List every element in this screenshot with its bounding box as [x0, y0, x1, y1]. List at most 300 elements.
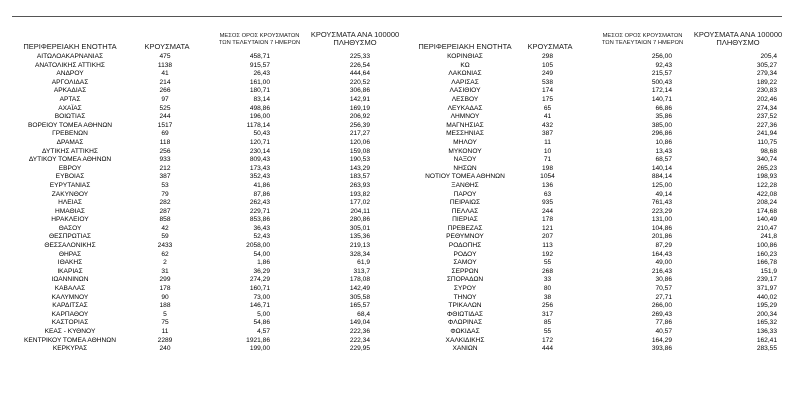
avg-cell: 66,86	[655, 104, 672, 112]
region-cell: ΜΥΚΟΝΟΥ	[448, 147, 482, 155]
table-row	[400, 53, 800, 62]
table-row	[0, 62, 400, 71]
avg-cell: 196,00	[249, 113, 270, 121]
table-row	[0, 139, 400, 148]
table-row	[0, 208, 400, 217]
avg-cell: 164,29	[651, 336, 672, 344]
cases-cell: 33	[543, 276, 552, 284]
table-row	[400, 165, 800, 174]
region-cell: ΧΑΛΚΙΔΙΚΗΣ	[445, 336, 485, 344]
rate-cell: 68,4	[357, 310, 370, 318]
region-cell: ΦΩΚΙΔΑΣ	[450, 328, 480, 335]
avg-cell: 2058,00	[246, 242, 270, 250]
rate-cell: 165,57	[349, 302, 370, 310]
region-cell: ΚΑΡΠΑΘΟΥ	[51, 310, 89, 318]
avg-cell: 230,14	[249, 147, 270, 155]
avg-cell: 1921,86	[246, 336, 270, 344]
region-cell: ΙΩΑΝΝΙΝΩΝ	[51, 276, 89, 284]
region-cell: ΠΡΕΒΕΖΑΣ	[447, 224, 483, 232]
header-rate-line2: ΠΛΗΘΥΣΜΟ	[333, 38, 377, 47]
right-table	[400, 53, 800, 354]
region-cell: ΜΑΓΝΗΣΙΑΣ	[446, 121, 484, 129]
cases-cell: 85	[543, 319, 552, 327]
cases-cell: 42	[161, 224, 169, 232]
cases-cell: 266	[159, 87, 171, 95]
table-row	[400, 173, 800, 182]
cases-cell: 475	[159, 53, 171, 60]
region-cell: ΚΕΡΚΥΡΑΣ	[52, 345, 88, 353]
avg-cell: 223,29	[651, 207, 672, 215]
table-row	[0, 311, 400, 320]
table-row	[400, 122, 800, 131]
table-row	[400, 225, 800, 234]
table-row	[0, 156, 400, 165]
rate-cell: 217,27	[349, 130, 370, 138]
avg-cell: 160,71	[249, 285, 270, 293]
header-avg-line2: ΤΩΝ ΤΕΛΕΥΤΑΙΩΝ 7 ΗΜΕΡΩΝ	[601, 40, 684, 46]
cases-cell: 287	[159, 207, 171, 215]
region-cell: ΦΛΩΡΙΝΑΣ	[447, 319, 483, 327]
avg-cell: 180,71	[249, 87, 270, 95]
cases-cell: 97	[161, 95, 169, 103]
region-cell: ΒΟΡΕΙΟΥ ΤΟΜΕΑ ΑΘΗΝΩΝ	[27, 121, 113, 129]
region-cell: ΤΡΙΚΑΛΩΝ	[448, 302, 482, 310]
rate-cell: 166,78	[756, 259, 777, 267]
rate-cell: 189,22	[756, 78, 777, 86]
rate-cell: 305,27	[756, 61, 777, 69]
rate-cell: 305,01	[349, 224, 370, 232]
avg-cell: 1,86	[257, 259, 270, 267]
region-cell: ΚΑΒΑΛΑΣ	[54, 285, 86, 293]
rate-cell: 222,34	[349, 336, 370, 344]
table-row	[400, 191, 800, 200]
avg-cell: 49,14	[655, 190, 672, 198]
region-cell: ΝΗΣΩΝ	[453, 164, 477, 172]
cases-cell: 525	[159, 104, 171, 112]
rate-cell: 226,54	[349, 61, 370, 69]
region-cell: ΣΑΜΟΥ	[453, 259, 477, 267]
cases-cell: 2433	[157, 242, 173, 250]
table-row	[400, 268, 800, 277]
region-cell: ΣΥΡΟΥ	[453, 285, 477, 293]
rate-cell: 193,82	[349, 190, 370, 198]
region-cell: ΔΥΤΙΚΟΥ ΤΟΜΕΑ ΑΘΗΝΩΝ	[28, 156, 112, 164]
region-cell: ΕΥΒΟΙΑΣ	[55, 173, 85, 181]
rate-cell: 283,55	[756, 345, 777, 353]
table-row	[0, 79, 400, 88]
region-cell: ΙΚΑΡΙΑΣ	[57, 267, 83, 275]
avg-cell: 41,86	[253, 181, 270, 189]
cases-cell: 1054	[540, 173, 555, 181]
avg-cell: 215,57	[651, 70, 672, 78]
cases-cell: 1138	[157, 61, 173, 69]
avg-cell: 36,29	[253, 267, 270, 275]
cases-cell: 207	[541, 233, 553, 241]
table-row	[400, 311, 800, 320]
rate-cell: 160,23	[756, 250, 777, 258]
rate-cell: 265,23	[756, 164, 777, 172]
cases-cell: 10	[543, 147, 552, 155]
cases-cell: 178	[541, 216, 553, 224]
table-row	[400, 62, 800, 71]
cases-cell: 11	[544, 138, 551, 146]
cases-cell: 387	[159, 173, 171, 181]
table-row	[0, 294, 400, 303]
cases-cell: 175	[541, 95, 553, 103]
region-cell: ΘΕΣΣΑΛΟΝΙΚΗΣ	[44, 242, 96, 250]
rate-cell: 177,02	[349, 199, 370, 207]
region-cell: ΠΑΡΟΥ	[453, 190, 477, 198]
cases-cell: 2	[163, 259, 167, 267]
table-row	[0, 122, 400, 131]
table-row	[400, 182, 800, 191]
cases-cell: 113	[542, 242, 553, 250]
rate-cell: 190,53	[349, 156, 370, 164]
rate-cell: 162,41	[756, 336, 777, 344]
region-cell: ΣΕΡΡΩΝ	[451, 267, 479, 275]
region-cell: ΕΥΡΥΤΑΝΙΑΣ	[49, 181, 91, 189]
cases-cell: 282	[159, 199, 171, 207]
table-row	[400, 285, 800, 294]
table-row	[400, 319, 800, 328]
rate-cell: 169,19	[349, 104, 370, 112]
avg-cell: 120,71	[249, 138, 270, 146]
avg-cell: 5,00	[257, 310, 270, 318]
table-row	[400, 242, 800, 251]
rate-cell: 219,13	[349, 242, 370, 250]
avg-cell: 393,86	[651, 345, 672, 353]
rate-cell: 149,04	[349, 319, 370, 327]
avg-cell: 52,43	[253, 233, 270, 241]
cases-cell: 75	[161, 319, 169, 327]
cases-cell: 244	[541, 207, 553, 215]
cases-cell: 268	[541, 267, 553, 275]
rate-cell: 440,02	[756, 293, 777, 301]
cases-cell: 1517	[157, 121, 173, 129]
cases-cell: 256	[541, 302, 553, 310]
cases-cell: 59	[161, 233, 169, 241]
table-row	[400, 337, 800, 346]
region-cell: ΘΑΣΟΥ	[58, 224, 82, 232]
rate-cell: 195,29	[756, 302, 777, 310]
table-row	[400, 259, 800, 268]
table-row	[400, 113, 800, 122]
avg-cell: 87,29	[655, 242, 672, 250]
cases-cell: 63	[543, 190, 552, 198]
cases-cell: 192	[541, 250, 553, 258]
header-avg-right	[595, 33, 690, 47]
avg-cell: 26,43	[253, 70, 270, 78]
table-row	[0, 182, 400, 191]
table-row	[0, 70, 400, 79]
table-row	[400, 105, 800, 114]
rate-cell: 142,91	[349, 95, 370, 103]
rate-cell: 140,49	[756, 216, 777, 224]
avg-cell: 274,29	[249, 276, 270, 284]
avg-cell: 104,86	[651, 224, 672, 232]
avg-cell: 458,71	[249, 53, 270, 60]
region-cell: ΡΟΔΟΥ	[453, 250, 477, 258]
header-rate-right	[688, 31, 788, 47]
region-cell: ΑΡΓΟΛΙΔΑΣ	[51, 78, 89, 86]
cases-cell: 935	[541, 199, 553, 207]
header-region-right: ΠΕΡΙΦΕΡΕΙΑΚΗ ΕΝΟΤΗΤΑ	[418, 42, 512, 51]
region-cell: ΚΑΛΥΜΝΟΥ	[51, 293, 89, 301]
table-row	[400, 70, 800, 79]
rate-cell: 241,8	[760, 233, 777, 241]
region-cell: ΜΕΣΣΗΝΙΑΣ	[446, 130, 484, 138]
region-cell: ΡΕΘΥΜΝΟΥ	[446, 233, 484, 241]
avg-cell: 256,00	[651, 53, 672, 60]
table-row	[400, 328, 800, 337]
region-cell: ΑΡΤΑΣ	[59, 95, 81, 103]
avg-cell: 173,43	[249, 164, 270, 172]
table-row	[400, 208, 800, 217]
rate-cell: 98,68	[760, 147, 777, 155]
rate-cell: 204,11	[350, 207, 370, 215]
avg-cell: 884,14	[651, 173, 672, 181]
table-row	[0, 96, 400, 105]
avg-cell: 296,86	[651, 130, 672, 138]
table-row	[400, 139, 800, 148]
avg-cell: 172,14	[651, 87, 672, 95]
avg-cell: 68,57	[655, 156, 672, 164]
rate-cell: 239,17	[756, 276, 777, 284]
table-row	[0, 173, 400, 182]
region-cell: ΑΝΔΡΟΥ	[56, 70, 84, 78]
rate-cell: 230,83	[756, 87, 777, 95]
table-row	[400, 199, 800, 208]
region-cell: ΖΑΚΥΝΘΟΥ	[51, 190, 89, 198]
rate-cell: 208,24	[756, 199, 777, 207]
cases-cell: 79	[161, 190, 169, 198]
avg-cell: 140,71	[651, 95, 672, 103]
rate-cell: 61,9	[357, 259, 370, 267]
region-cell: ΛΕΥΚΑΔΑΣ	[447, 104, 483, 112]
table-row	[0, 165, 400, 174]
cases-cell: 80	[543, 285, 552, 293]
avg-cell: 30,86	[655, 276, 672, 284]
region-cell: ΑΙΤΩΛΟΑΚΑΡΝΑΝΙΑΣ	[36, 53, 104, 60]
avg-cell: 809,43	[249, 156, 270, 164]
cases-cell: 31	[161, 267, 169, 275]
rate-cell: 222,36	[349, 328, 370, 335]
avg-cell: 35,86	[655, 113, 672, 121]
header-rate-line2: ΠΛΗΘΥΣΜΟ	[716, 38, 760, 47]
cases-cell: 214	[159, 78, 171, 86]
region-cell: ΑΧΑΪΑΣ	[58, 104, 82, 112]
region-cell: ΛΕΣΒΟΥ	[451, 95, 479, 103]
table-row	[0, 337, 400, 346]
cases-cell: 249	[541, 70, 553, 78]
table-row	[0, 319, 400, 328]
cases-cell: 121	[541, 224, 553, 232]
rate-cell: 159,08	[349, 147, 370, 155]
cases-cell: 298	[541, 53, 553, 60]
avg-cell: 761,43	[651, 199, 672, 207]
region-cell: ΙΘΑΚΗΣ	[57, 259, 83, 267]
region-cell: ΗΡΑΚΛΕΙΟΥ	[51, 216, 89, 224]
avg-cell: 1178,14	[246, 121, 270, 129]
region-cell: ΝΑΞΟΥ	[453, 156, 477, 164]
table-row	[0, 285, 400, 294]
avg-cell: 4,57	[257, 328, 270, 335]
avg-cell: 269,43	[651, 310, 672, 318]
region-cell: ΠΕΛΛΑΣ	[451, 207, 479, 215]
header-rate-line1: ΚΡΟΥΣΜΑΤΑ ΑΝΑ 100000	[693, 30, 783, 39]
region-cell: ΛΑΡΙΣΑΣ	[451, 78, 479, 86]
avg-cell: 54,00	[253, 250, 270, 258]
rate-cell: 241,94	[756, 130, 777, 138]
rate-cell: 227,36	[756, 121, 777, 129]
avg-cell: 54,86	[253, 319, 270, 327]
rate-cell: 340,74	[756, 156, 777, 164]
region-cell: ΧΑΝΙΩΝ	[452, 345, 478, 353]
avg-cell: 40,57	[655, 328, 672, 335]
cases-cell: 933	[159, 156, 171, 164]
region-cell: ΛΗΜΝΟΥ	[450, 113, 480, 121]
header-region-left: ΠΕΡΙΦΕΡΕΙΑΚΗ ΕΝΟΤΗΤΑ	[23, 42, 117, 51]
rate-cell: 229,95	[349, 345, 370, 353]
table-row	[0, 233, 400, 242]
rate-cell: 274,34	[756, 104, 777, 112]
region-cell: ΚΕΝΤΡΙΚΟΥ ΤΟΜΕΑ ΑΘΗΝΩΝ	[24, 336, 116, 344]
region-cell: ΔΥΤΙΚΗΣ ΑΤΤΙΚΗΣ	[42, 147, 98, 155]
avg-cell: 199,00	[249, 345, 270, 353]
avg-cell: 500,43	[651, 78, 672, 86]
rate-cell: 237,52	[756, 113, 777, 121]
region-cell: ΛΑΣΙΘΙΟΥ	[449, 87, 481, 95]
table-row	[400, 276, 800, 285]
cases-cell: 41	[543, 113, 552, 121]
cases-cell: 317	[541, 310, 553, 318]
avg-cell: 266,00	[651, 302, 672, 310]
left-table	[0, 53, 400, 354]
cases-cell: 55	[543, 259, 552, 267]
avg-cell: 77,86	[655, 319, 672, 327]
avg-cell: 27,71	[655, 293, 672, 301]
rate-cell: 328,34	[349, 250, 370, 258]
region-cell: ΝΟΤΙΟΥ ΤΟΜΕΑ ΑΘΗΝΩΝ	[425, 173, 505, 181]
region-cell: ΑΝΑΤΟΛΙΚΗΣ ΑΤΤΙΚΗΣ	[35, 61, 105, 69]
region-cell: ΛΑΚΩΝΙΑΣ	[448, 70, 482, 78]
table-row	[0, 242, 400, 251]
rate-cell: 165,32	[756, 319, 777, 327]
avg-cell: 83,14	[253, 95, 270, 103]
cases-cell: 174	[541, 87, 553, 95]
avg-cell: 13,43	[655, 147, 672, 155]
rate-cell: 313,7	[353, 267, 370, 275]
region-cell: ΤΗΝΟΥ	[453, 293, 477, 301]
avg-cell: 201,86	[651, 233, 672, 241]
cases-cell: 432	[541, 121, 553, 129]
region-cell: ΠΕΙΡΑΙΩΣ	[449, 199, 481, 207]
cases-cell: 118	[159, 138, 171, 146]
rate-cell: 202,46	[756, 95, 777, 103]
rate-cell: 136,33	[756, 328, 777, 335]
region-cell: ΠΙΕΡΙΑΣ	[452, 216, 478, 224]
rate-cell: 143,29	[349, 164, 370, 172]
table-row	[0, 199, 400, 208]
rate-cell: 183,57	[349, 173, 370, 181]
cases-cell: 136	[541, 181, 553, 189]
rate-cell: 110,75	[757, 138, 777, 146]
rate-cell: 205,4	[760, 53, 777, 60]
rate-cell: 151,9	[760, 267, 777, 275]
cases-cell: 172	[541, 336, 553, 344]
cases-cell: 69	[161, 130, 169, 138]
cases-cell: 212	[159, 164, 171, 172]
rate-cell: 225,33	[349, 53, 370, 60]
table-row	[400, 216, 800, 225]
table-row	[0, 302, 400, 311]
table-row	[0, 345, 400, 354]
table-row	[0, 276, 400, 285]
rate-cell: 422,08	[756, 190, 777, 198]
table-row	[0, 148, 400, 157]
rate-cell: 100,86	[756, 242, 777, 250]
rate-cell: 174,68	[756, 207, 777, 215]
cases-cell: 65	[543, 104, 552, 112]
cases-cell: 240	[159, 345, 171, 353]
cases-cell: 444	[541, 345, 553, 353]
rate-cell: 135,36	[349, 233, 370, 241]
rate-cell: 263,93	[349, 181, 370, 189]
rate-cell: 206,92	[349, 113, 370, 121]
rate-cell: 198,93	[756, 173, 777, 181]
avg-cell: 385,00	[651, 121, 672, 129]
table-row	[400, 156, 800, 165]
avg-cell: 125,00	[651, 181, 672, 189]
rate-cell: 306,86	[349, 87, 370, 95]
cases-cell: 244	[159, 113, 171, 121]
table-row	[400, 148, 800, 157]
avg-cell: 10,86	[655, 138, 672, 146]
region-cell: ΕΒΡΟΥ	[58, 164, 82, 172]
avg-cell: 36,43	[253, 224, 270, 232]
region-cell: ΗΛΕΙΑΣ	[58, 199, 82, 207]
avg-cell: 140,14	[651, 164, 672, 172]
table-row	[0, 53, 400, 62]
avg-cell: 853,86	[249, 216, 270, 224]
region-cell: ΑΡΚΑΔΙΑΣ	[53, 87, 87, 95]
cases-cell: 178	[159, 285, 171, 293]
region-cell: ΜΗΛΟΥ	[453, 138, 477, 146]
avg-cell: 915,57	[249, 61, 270, 69]
avg-cell: 87,86	[253, 190, 270, 198]
avg-cell: 73,00	[253, 293, 270, 301]
avg-cell: 131,00	[651, 216, 672, 224]
table-row	[0, 130, 400, 139]
rate-cell: 305,58	[349, 293, 370, 301]
cases-cell: 858	[159, 216, 171, 224]
avg-cell: 50,43	[253, 130, 270, 138]
avg-cell: 229,71	[249, 207, 270, 215]
cases-cell: 62	[161, 250, 169, 258]
table-row	[0, 216, 400, 225]
table-row	[0, 328, 400, 337]
table-row	[0, 87, 400, 96]
region-cell: ΚΑΣΤΟΡΙΑΣ	[51, 319, 89, 327]
table-row	[400, 96, 800, 105]
header-avg-left	[212, 33, 307, 47]
region-cell: ΚΟΡΙΝΘΙΑΣ	[447, 53, 483, 60]
rate-cell: 122,28	[756, 181, 777, 189]
rate-cell: 220,52	[349, 78, 370, 86]
avg-cell: 146,71	[249, 302, 270, 310]
cases-cell: 105	[541, 61, 553, 69]
table-row	[0, 259, 400, 268]
